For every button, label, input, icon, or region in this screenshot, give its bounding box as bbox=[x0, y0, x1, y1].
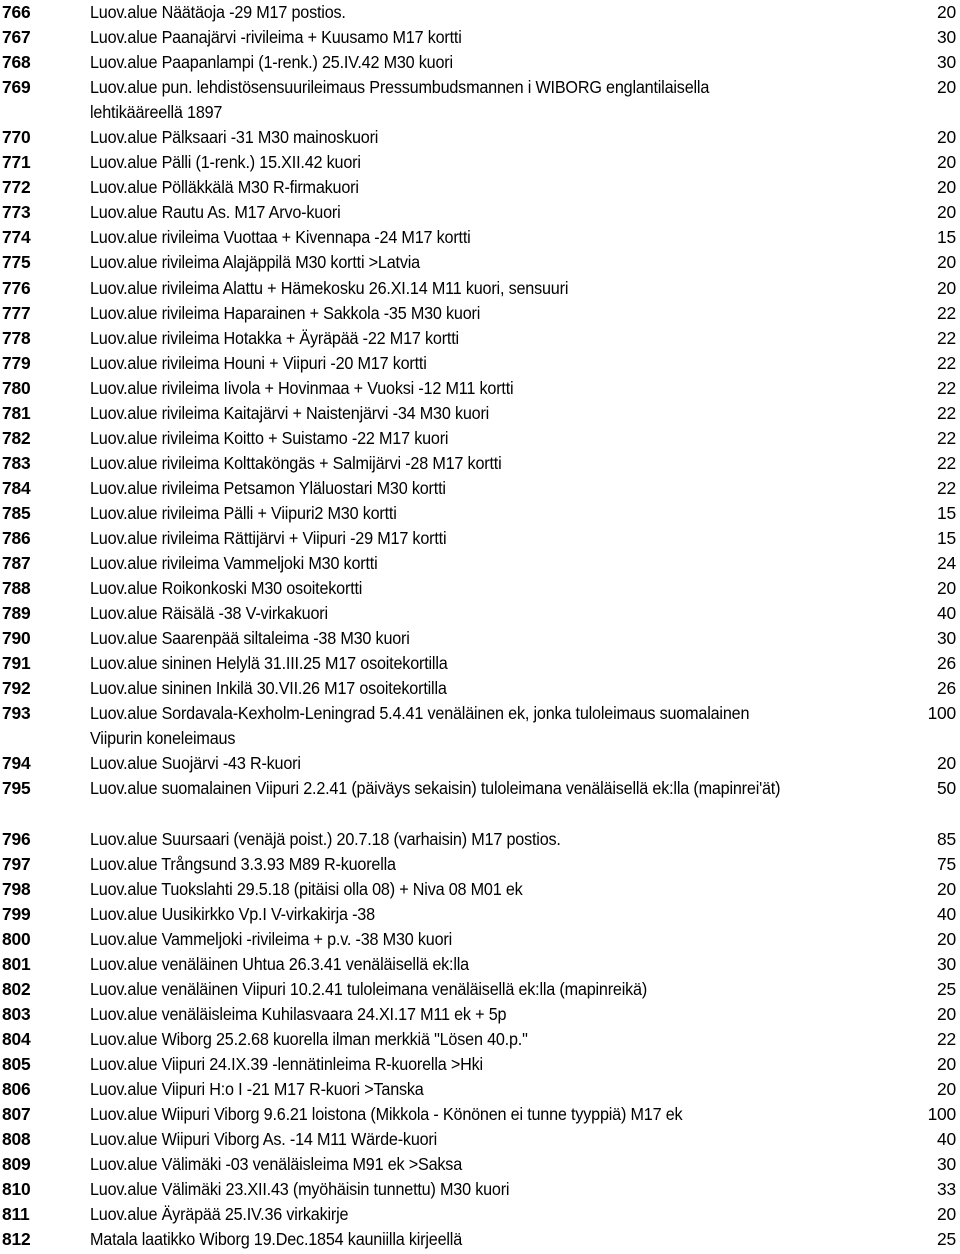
lot-row bbox=[0, 877, 960, 902]
lot-description: Luov.alue Paapanlampi (1-renk.) 25.IV.42 M30 kuori bbox=[90, 52, 453, 73]
lot-row bbox=[0, 276, 960, 301]
lot-row bbox=[0, 551, 960, 576]
lot-description: Luov.alue rivileima Kaitajärvi + Naistenjärvi -34 M30 kuori bbox=[90, 402, 490, 423]
lot-number: 778 bbox=[2, 327, 31, 348]
lot-number: 775 bbox=[2, 252, 31, 273]
lot-description: Luov.alue rivileima Rättijärvi + Viipuri -29 M17 kortti bbox=[90, 527, 447, 548]
lot-row bbox=[0, 1127, 960, 1152]
lot-row bbox=[0, 927, 960, 952]
lot-number: 799 bbox=[2, 903, 31, 924]
lot-number: 803 bbox=[2, 1003, 31, 1024]
lot-row bbox=[0, 1027, 960, 1052]
lot-number: 782 bbox=[2, 427, 31, 448]
lot-price: 20 bbox=[937, 928, 956, 949]
lot-number: 798 bbox=[2, 878, 31, 899]
lot-price: 15 bbox=[937, 502, 956, 523]
lot-price: 100 bbox=[927, 703, 956, 724]
lot-row bbox=[0, 776, 960, 826]
lot-price: 20 bbox=[937, 252, 956, 273]
lot-description: Luov.alue Pälli (1-renk.) 15.XII.42 kuori bbox=[90, 152, 361, 173]
lot-number: 770 bbox=[2, 127, 31, 148]
lot-number: 789 bbox=[2, 603, 31, 624]
lot-number: 767 bbox=[2, 27, 31, 48]
lot-description: Luov.alue venäläinen Uhtua 26.3.41 venäläisellä ek:lla bbox=[90, 953, 470, 974]
lot-description: Luov.alue rivileima Alattu + Hämekosku 26.XI.14 M11 kuori, sensuuri bbox=[90, 277, 569, 298]
lot-row bbox=[0, 977, 960, 1002]
lot-price: 30 bbox=[937, 27, 956, 48]
lot-description: Luov.alue Wiborg 25.2.68 kuorella ilman merkkiä "Lösen 40.p." bbox=[90, 1028, 528, 1049]
lot-description: Luov.alue Paanajärvi -rivileima + Kuusamo M17 kortti bbox=[90, 27, 462, 48]
lot-description: Luov.alue Wiipuri Viborg As. -14 M11 Wärde-kuori bbox=[90, 1129, 438, 1150]
lot-price: 22 bbox=[937, 477, 956, 498]
lot-description: Luov.alue rivileima Kolttaköngäs + Salmijärvi -28 M17 kortti bbox=[90, 452, 502, 473]
lot-description: Luov.alue venäläisleima Kuhilasvaara 24.XI.17 M11 ek + 5p bbox=[90, 1003, 507, 1024]
lot-description: Luov.alue pun. lehdistösensuurileimaus Pressumbudsmannen i WIBORG englantilaisella lehtikääreellä 1897 bbox=[90, 77, 710, 123]
lot-row bbox=[0, 1177, 960, 1202]
lot-price: 30 bbox=[937, 953, 956, 974]
lot-number: 802 bbox=[2, 978, 31, 999]
lot-number: 777 bbox=[2, 302, 31, 323]
lot-number: 797 bbox=[2, 853, 31, 874]
lot-price: 20 bbox=[937, 177, 956, 198]
lot-price: 26 bbox=[937, 678, 956, 699]
lot-number: 810 bbox=[2, 1179, 31, 1200]
lot-number: 791 bbox=[2, 653, 31, 674]
lot-price: 20 bbox=[937, 277, 956, 298]
lot-row bbox=[0, 1152, 960, 1177]
lot-row bbox=[0, 1002, 960, 1027]
lot-price: 25 bbox=[937, 978, 956, 999]
lot-row bbox=[0, 902, 960, 927]
lot-number: 788 bbox=[2, 578, 31, 599]
lot-description: Luov.alue Suojärvi -43 R-kuori bbox=[90, 753, 301, 774]
lot-number: 793 bbox=[2, 703, 31, 724]
lot-row bbox=[0, 225, 960, 250]
lot-price: 33 bbox=[937, 1179, 956, 1200]
lot-number: 786 bbox=[2, 527, 31, 548]
lot-row bbox=[0, 150, 960, 175]
lot-price: 22 bbox=[937, 352, 956, 373]
lot-price: 22 bbox=[937, 427, 956, 448]
lot-number: 779 bbox=[2, 352, 31, 373]
lot-number: 776 bbox=[2, 277, 31, 298]
lot-price: 20 bbox=[937, 1053, 956, 1074]
lot-price: 20 bbox=[937, 878, 956, 899]
lot-row bbox=[0, 1052, 960, 1077]
lot-description: Luov.alue Vammeljoki -rivileima + p.v. -38 M30 kuori bbox=[90, 928, 453, 949]
lot-row bbox=[0, 1077, 960, 1102]
lot-description: Luov.alue Suursaari (venäjä poist.) 20.7.18 (varhaisin) M17 postios. bbox=[90, 828, 561, 849]
lot-row bbox=[0, 626, 960, 651]
lot-description: Luov.alue Näätäoja -29 M17 postios. bbox=[90, 2, 346, 22]
lot-description: Luov.alue rivileima Haparainen + Sakkola -35 M30 kuori bbox=[90, 302, 481, 323]
lot-price: 30 bbox=[937, 52, 956, 73]
lot-number: 790 bbox=[2, 628, 31, 649]
lot-price: 20 bbox=[937, 152, 956, 173]
lot-number: 804 bbox=[2, 1028, 31, 1049]
lot-number: 807 bbox=[2, 1104, 31, 1125]
lot-number: 784 bbox=[2, 477, 31, 498]
lot-description: Luov.alue Roikonkoski M30 osoitekortti bbox=[90, 578, 363, 599]
lot-row bbox=[0, 125, 960, 150]
lot-price: 40 bbox=[937, 903, 956, 924]
lot-row bbox=[0, 200, 960, 225]
lot-price: 24 bbox=[937, 553, 956, 574]
lot-description: Matala laatikko Wiborg 19.Dec.1854 kauniilla kirjeellä bbox=[90, 1229, 463, 1250]
lot-number: 794 bbox=[2, 753, 31, 774]
lot-description: Luov.alue Trångsund 3.3.93 M89 R-kuorella bbox=[90, 853, 396, 874]
lot-description: Luov.alue sininen Inkilä 30.VII.26 M17 osoitekortilla bbox=[90, 678, 447, 699]
lot-row bbox=[0, 1202, 960, 1227]
lot-price: 20 bbox=[937, 77, 956, 98]
lot-description: Luov.alue Rautu As. M17 Arvo-kuori bbox=[90, 202, 341, 223]
lot-price: 40 bbox=[937, 603, 956, 624]
lot-number: 808 bbox=[2, 1129, 31, 1150]
lot-price: 20 bbox=[937, 1079, 956, 1100]
lot-description: Luov.alue Viipuri H:o I -21 M17 R-kuori >Tanska bbox=[90, 1079, 424, 1100]
lot-number: 780 bbox=[2, 377, 31, 398]
lot-price: 22 bbox=[937, 402, 956, 423]
lot-number: 771 bbox=[2, 152, 31, 173]
lot-number: 792 bbox=[2, 678, 31, 699]
lot-description: Luov.alue Sordavala-Kexholm-Leningrad 5.4.41 venäläinen ek, jonka tuloleimaus suomalainen Viipurin koneleimaus bbox=[90, 703, 750, 749]
lot-price: 20 bbox=[937, 2, 956, 22]
lot-row bbox=[0, 175, 960, 200]
lot-number: 787 bbox=[2, 553, 31, 574]
lot-row bbox=[0, 576, 960, 601]
lot-description: Luov.alue rivileima Hotakka + Äyräpää -22 M17 kortti bbox=[90, 327, 459, 348]
lot-description: Luov.alue Pölläkkälä M30 R-firmakuori bbox=[90, 177, 359, 198]
lot-description: Luov.alue Välimäki 23.XII.43 (myöhäisin tunnettu) M30 kuori bbox=[90, 1179, 510, 1200]
lot-row bbox=[0, 451, 960, 476]
lot-price: 22 bbox=[937, 302, 956, 323]
lot-price: 22 bbox=[937, 452, 956, 473]
lot-number: 795 bbox=[2, 778, 31, 799]
lot-number: 769 bbox=[2, 77, 31, 98]
lot-description: Luov.alue rivileima Koitto + Suistamo -22 M17 kuori bbox=[90, 427, 449, 448]
lot-price: 22 bbox=[937, 377, 956, 398]
lot-row bbox=[0, 827, 960, 852]
lot-row bbox=[0, 351, 960, 376]
lot-row bbox=[0, 326, 960, 351]
lot-description: Luov.alue venäläinen Viipuri 10.2.41 tuloleimana venäläisellä ek:lla (mapinreikä) bbox=[90, 978, 648, 999]
lot-description: Luov.alue Pälksaari -31 M30 mainoskuori bbox=[90, 127, 379, 148]
lot-description: Luov.alue rivileima Vammeljoki M30 kortti bbox=[90, 553, 378, 574]
lot-row bbox=[0, 651, 960, 676]
lot-row bbox=[0, 25, 960, 50]
lot-description: Luov.alue Wiipuri Viborg 9.6.21 loistona (Mikkola - Könönen ei tunne tyyppiä) M17 ek bbox=[90, 1104, 683, 1125]
lot-description: Luov.alue rivileima Iivola + Hovinmaa + Vuoksi -12 M11 kortti bbox=[90, 377, 514, 398]
lot-row bbox=[0, 1102, 960, 1127]
lot-price: 25 bbox=[937, 1229, 956, 1250]
lot-number: 809 bbox=[2, 1154, 31, 1175]
lot-price: 15 bbox=[937, 227, 956, 248]
lot-number: 811 bbox=[2, 1204, 30, 1225]
lot-number: 783 bbox=[2, 452, 31, 473]
lot-number: 785 bbox=[2, 502, 31, 523]
lot-number: 805 bbox=[2, 1053, 31, 1074]
lot-row bbox=[0, 1227, 960, 1252]
lot-price: 22 bbox=[937, 327, 956, 348]
lot-price: 15 bbox=[937, 527, 956, 548]
lot-row bbox=[0, 501, 960, 526]
lot-row bbox=[0, 701, 960, 751]
lot-row bbox=[0, 476, 960, 501]
lot-row bbox=[0, 751, 960, 776]
lot-description: Luov.alue Viipuri 24.IX.39 -lennätinleima R-kuorella >Hki bbox=[90, 1053, 483, 1074]
lot-description: Luov.alue Uusikirkko Vp.I V-virkakirja -38 bbox=[90, 903, 375, 924]
lot-price: 20 bbox=[937, 578, 956, 599]
lot-number: 773 bbox=[2, 202, 31, 223]
lot-description: Luov.alue sininen Helylä 31.III.25 M17 osoitekortilla bbox=[90, 653, 448, 674]
lot-price: 20 bbox=[937, 127, 956, 148]
lot-row bbox=[0, 250, 960, 275]
lot-row bbox=[0, 0, 960, 25]
lot-price: 50 bbox=[937, 778, 956, 799]
lot-price: 30 bbox=[937, 628, 956, 649]
lot-price: 20 bbox=[937, 753, 956, 774]
lot-row bbox=[0, 50, 960, 75]
lot-price: 85 bbox=[937, 828, 956, 849]
lot-price: 26 bbox=[937, 653, 956, 674]
lot-description: Luov.alue rivileima Pälli + Viipuri2 M30 kortti bbox=[90, 502, 397, 523]
lot-row bbox=[0, 601, 960, 626]
lot-description: Luov.alue Tuokslahti 29.5.18 (pitäisi olla 08) + Niva 08 M01 ek bbox=[90, 878, 523, 899]
lot-description: Luov.alue rivileima Houni + Viipuri -20 M17 kortti bbox=[90, 352, 427, 373]
lot-row bbox=[0, 526, 960, 551]
lot-number: 796 bbox=[2, 828, 31, 849]
lot-row bbox=[0, 301, 960, 326]
lot-description: Luov.alue Äyräpää 25.IV.36 virkakirje bbox=[90, 1204, 349, 1225]
lot-price: 20 bbox=[937, 1003, 956, 1024]
lot-description: Luov.alue Välimäki -03 venäläisleima M91 ek >Saksa bbox=[90, 1154, 463, 1175]
lot-description: Luov.alue Räisälä -38 V-virkakuori bbox=[90, 603, 328, 624]
lot-description: Luov.alue Saarenpää siltaleima -38 M30 kuori bbox=[90, 628, 410, 649]
lot-price: 20 bbox=[937, 202, 956, 223]
lot-number: 812 bbox=[2, 1229, 31, 1250]
lot-row bbox=[0, 676, 960, 701]
lot-row bbox=[0, 376, 960, 401]
lot-number: 800 bbox=[2, 928, 31, 949]
lot-price: 40 bbox=[937, 1129, 956, 1150]
lot-number: 768 bbox=[2, 52, 31, 73]
lot-number: 801 bbox=[2, 953, 31, 974]
lot-number: 766 bbox=[2, 2, 31, 22]
lot-price: 20 bbox=[937, 1204, 956, 1225]
lot-description: Luov.alue rivileima Vuottaa + Kivennapa -24 M17 kortti bbox=[90, 227, 471, 248]
lot-price: 100 bbox=[927, 1104, 956, 1125]
lot-number: 772 bbox=[2, 177, 31, 198]
lot-row bbox=[0, 426, 960, 451]
lot-row bbox=[0, 401, 960, 426]
lot-number: 774 bbox=[2, 227, 31, 248]
lot-row bbox=[0, 852, 960, 877]
lot-price: 30 bbox=[937, 1154, 956, 1175]
lot-price: 22 bbox=[937, 1028, 956, 1049]
lot-row bbox=[0, 952, 960, 977]
lot-description: Luov.alue rivileima Petsamon Yläluostari M30 kortti bbox=[90, 477, 446, 498]
lot-price: 75 bbox=[937, 853, 956, 874]
lot-number: 806 bbox=[2, 1079, 31, 1100]
lot-number: 781 bbox=[2, 402, 31, 423]
lot-description: Luov.alue rivileima Alajäppilä M30 kortti >Latvia bbox=[90, 252, 420, 273]
lot-row bbox=[0, 75, 960, 125]
lot-description: Luov.alue suomalainen Viipuri 2.2.41 (päiväys sekaisin) tuloleimana venäläisellä ek:lla (mapinrei'ät) bbox=[90, 778, 781, 799]
